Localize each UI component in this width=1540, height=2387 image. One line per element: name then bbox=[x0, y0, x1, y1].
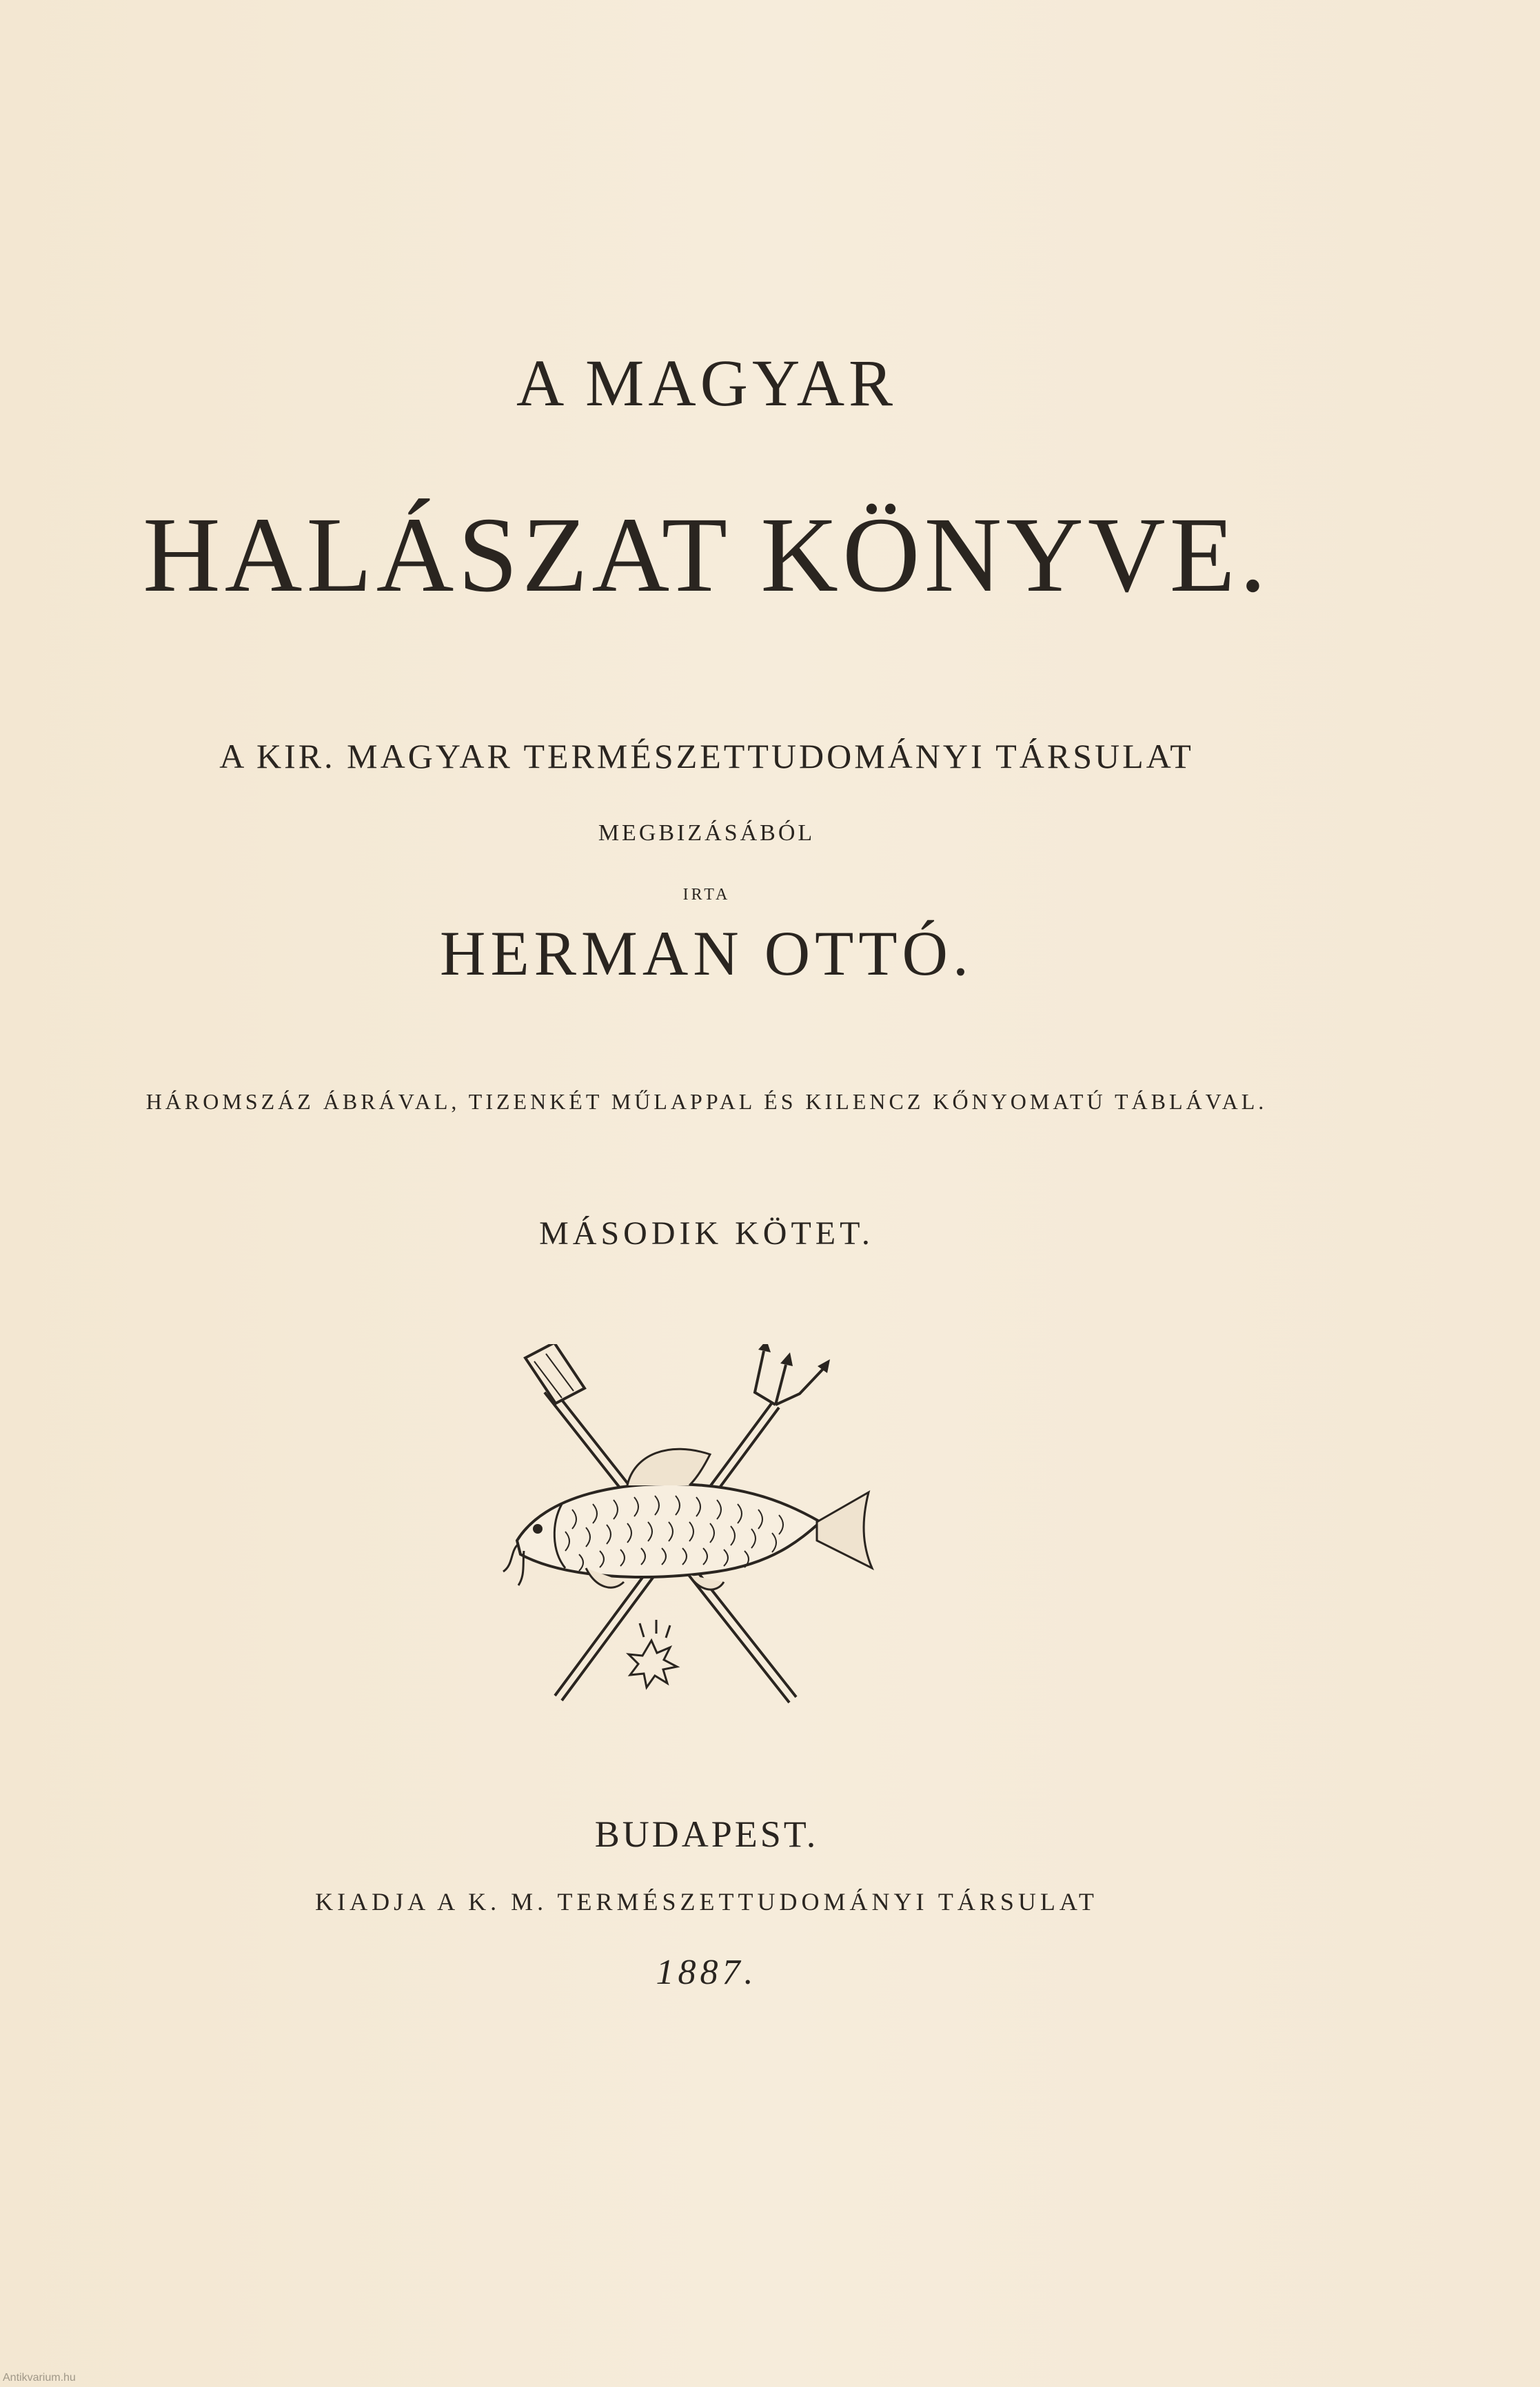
author-name: HERMAN OTTÓ. bbox=[440, 918, 973, 988]
title-line-2: HALÁSZAT KÖNYVE. bbox=[143, 495, 1270, 614]
fish-oar-trident-emblem-icon bbox=[483, 1344, 910, 1716]
illustrations-note: HÁROMSZÁZ ÁBRÁVAL, TIZENKÉT MŰLAPPAL ÉS KILENCZ KŐNYOMATÚ TÁBLÁVAL. bbox=[145, 1089, 1268, 1114]
publication-year: 1887. bbox=[656, 1953, 758, 1992]
watermark-text: Antikvarium.hu bbox=[3, 2372, 76, 2384]
publication-city: BUDAPEST. bbox=[594, 1814, 819, 1855]
written-by-label: IRTA bbox=[682, 886, 731, 904]
commission-text: MEGBIZÁSÁBÓL bbox=[598, 820, 815, 846]
volume-label: MÁSODIK KÖTET. bbox=[539, 1215, 874, 1252]
title-line-1: A MAGYAR bbox=[516, 346, 898, 420]
subtitle: A KIR. MAGYAR TERMÉSZETTUDOMÁNYI TÁRSULAT bbox=[219, 737, 1194, 775]
publisher: KIADJA A K. M. TERMÉSZETTUDOMÁNYI TÁRSULAT bbox=[315, 1888, 1098, 1916]
